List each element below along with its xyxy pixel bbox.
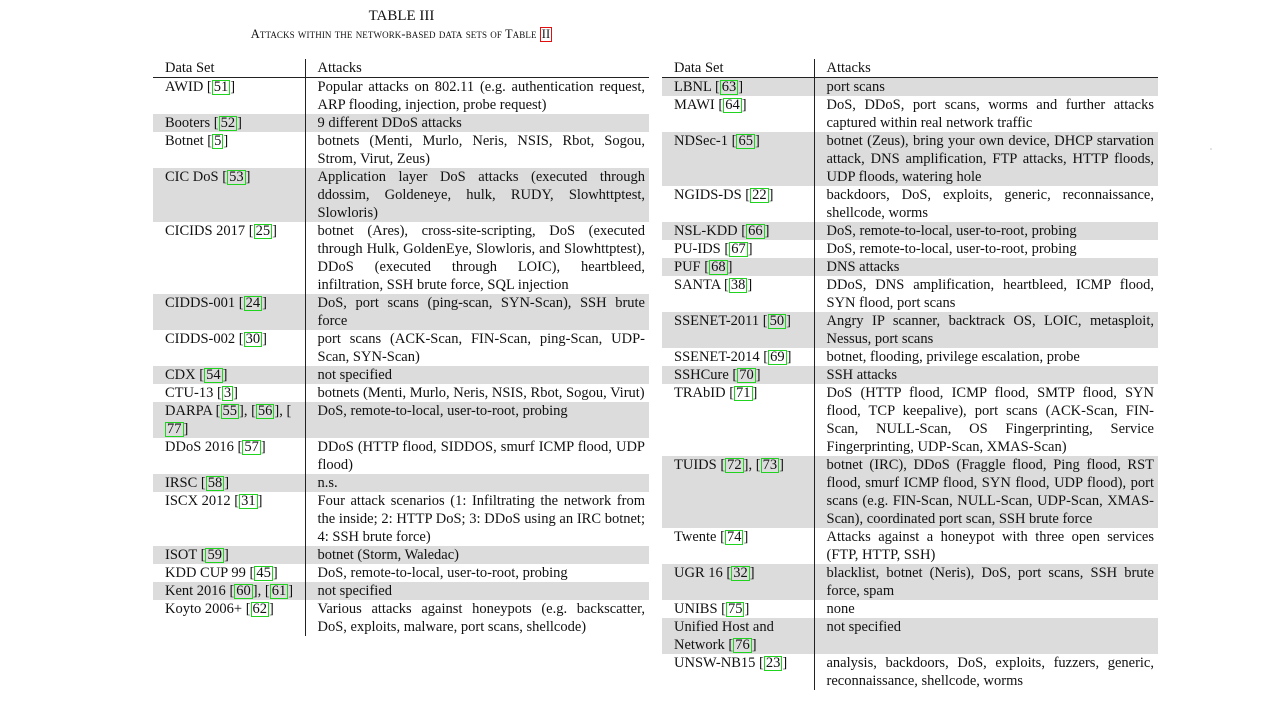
dataset-name: CDX [165,367,196,383]
dataset-cell: CIDDS-001 [ 24 ] [153,294,305,330]
citation-link[interactable]: 52 [220,115,236,131]
citation-link[interactable]: 3 [223,385,232,401]
dataset-cell: KDD CUP 99 [ 45 ] [165,565,278,581]
citation-link[interactable]: 77 [167,421,182,437]
dataset-name: NGIDS-DS [674,187,742,203]
table-row [153,384,649,402]
dataset-name: Kent 2016 [165,583,226,599]
citation-link[interactable]: 53 [229,169,244,185]
attacks-cell: DoS (HTTP flood, ICMP flood, SMTP flood, SYN flood, TCP keepalive), port scans (ACK-Scan, FIN-Scan, NULL-Scan, OS Fingerprinting, Service Fingerprinting, UDP-Scan, XMAS-Scan) [814,384,1158,456]
dataset-name: TUIDS [674,457,717,473]
dataset-cell: LBNL [ 63 ] [662,78,814,97]
table-row [153,564,649,582]
attacks-cell: Angry IP scanner, backtrack OS, LOIC, metasploit, Nessus, port scans [814,312,1158,348]
dataset-cell: Booters [ 52 ] [153,114,305,132]
dataset-cell: SSENET-2011 [ 50 ] [662,312,814,348]
attacks-cell: not specified [305,366,649,384]
citation-link[interactable]: 63 [721,79,737,95]
attacks-cell: analysis, backdoors, DoS, exploits, fuzzers, generic, reconnaissance, shellcode, worms [814,654,1158,690]
citation-link[interactable]: 68 [711,259,726,275]
table-subtitle [150,25,653,43]
dataset-name: MAWI [674,97,715,113]
attacks-cell: port scans (ACK-Scan, FIN-Scan, ping-Scan, UDP-Scan, SYN-Scan) [305,330,649,366]
dataset-name: DDoS 2016 [165,439,234,455]
table-row [153,78,649,115]
attacks-cell: DoS, remote-to-local, user-to-root, probing [814,240,1158,258]
citation-link[interactable]: 70 [739,367,754,383]
citation-link[interactable]: 71 [736,385,751,401]
attacks-cell: DoS, remote-to-local, user-to-root, probing [305,564,649,582]
dataset-name: Booters [165,115,211,131]
dataset-cell: PU-IDS [ 67 ] [674,241,753,257]
dataset-cell: CTU-13 [ 3 ] [165,385,238,401]
table-row [662,348,1158,366]
attacks-cell: port scans [814,78,1158,97]
citation-link[interactable]: 61 [271,583,287,599]
table-row [662,222,1158,240]
attacks-cell: blacklist, botnet (Neris), DoS, port scans, SSH brute force, spam [814,564,1158,600]
dataset-name: SSHCure [674,367,729,383]
citation-link[interactable]: 74 [726,529,742,545]
header-dataset: Data Set [153,59,305,78]
dataset-name: Koyto 2006+ [165,601,243,617]
dataset-cell: NDSec-1 [ 65 ] [662,132,814,186]
citation-link[interactable]: 51 [213,79,229,95]
dataset-name: ISOT [165,547,197,563]
dataset-name: CTU-13 [165,385,214,401]
table-row [662,276,1158,312]
header-attacks: Attacks [814,59,1158,78]
table-row [153,438,649,474]
table-header-row [153,59,649,78]
citation-link[interactable]: 23 [765,655,781,671]
attacks-cell: DoS, port scans (ping-scan, SYN-Scan), SSH brute force [305,294,649,330]
table-row [662,528,1158,564]
dataset-cell: ISOT [ 59 ] [153,546,305,564]
attacks-cell: Attacks against a honeypot with three open services (FTP, HTTP, SSH) [814,528,1158,564]
citation-link[interactable]: 65 [738,133,753,149]
citation-link[interactable]: 54 [206,367,221,383]
attacks-cell: botnet, flooding, privilege escalation, probe [814,348,1158,366]
table-row [153,492,649,546]
dataset-name: KDD CUP 99 [165,565,246,581]
dataset-name: AWID [165,79,204,95]
citation-link[interactable]: 5 [214,133,222,149]
attacks-cell: Various attacks against honeypots (e.g. backscatter, DoS, exploits, malware, port scans, shellcode) [305,600,649,636]
dataset-cell: IRSC [ 58 ] [153,474,305,492]
table-row [662,132,1158,186]
scan-speck [1210,148,1212,150]
dataset-name: LBNL [674,79,712,95]
attacks-cell: SSH attacks [814,366,1158,384]
attacks-cell: backdoors, DoS, exploits, generic, reconnaissance, shellcode, worms [814,186,1158,222]
citation-link[interactable]: 76 [735,637,750,653]
attacks-cell: Application layer DoS attacks (executed through ddossim, Goldeneye, hulk, RUDY, Slowhttptest, Slowloris) [305,168,649,222]
citation-link[interactable]: 57 [244,439,259,455]
dataset-name: Botnet [165,133,204,149]
dataset-cell: CIDDS-002 [ 30 ] [165,331,267,347]
citation-link[interactable]: 62 [252,601,268,617]
dataset-name: CIDDS-001 [165,295,236,311]
dataset-cell: NSL-KDD [ 66 ] [662,222,814,240]
table-row [662,312,1158,348]
dataset-name: CIC DoS [165,169,219,185]
table-row [153,582,649,600]
dataset-name: TRAbID [674,385,726,401]
attacks-cell: none [814,600,1158,618]
citation-link[interactable]: 25 [255,223,271,239]
dataset-name: SSENET-2011 [674,313,760,329]
dataset-cell: NGIDS-DS [ 22 ] [674,187,774,203]
attacks-cell: DoS, DDoS, port scans, worms and further attacks captured within real network traffic [814,96,1158,132]
dataset-name: UNSW-NB15 [674,655,756,671]
attacks-cell: botnets (Menti, Murlo, Neris, NSIS, Rbot, Sogou, Virut) [305,384,649,402]
attacks-cell: DDoS (HTTP flood, SIDDOS, smurf ICMP flood, UDP flood) [305,438,649,474]
attacks-cell: DNS attacks [814,258,1158,276]
attacks-table-left [153,59,649,636]
table-row [662,564,1158,600]
table-row [662,456,1158,528]
citation-link[interactable]: 56 [257,403,273,419]
dataset-cell: SSENET-2014 [ 69 ] [674,349,792,365]
dataset-name: NDSec-1 [674,133,728,149]
attacks-cell: DoS, remote-to-local, user-to-root, probing [305,402,649,438]
dataset-cell: CICIDS 2017 [ 25 ] [165,223,277,239]
table-reference-link[interactable]: II [541,27,551,41]
dataset-name: PUF [674,259,701,275]
dataset-cell: ISCX 2012 [ 31 ] [165,493,263,509]
attacks-cell: not specified [814,618,1158,654]
table-body-right [662,78,1158,691]
table-subtitle-text: Attacks within the network-based data sets of Table [250,27,540,41]
citation-link[interactable]: 69 [770,349,785,365]
table-row [153,168,649,222]
dataset-name: Unified Host and Network [674,619,774,653]
citation-link[interactable]: 59 [207,547,222,563]
citation-link[interactable]: 75 [727,601,743,617]
citation-link[interactable]: 64 [725,97,740,113]
table-row [153,402,649,438]
dataset-name: SSENET-2014 [674,349,760,365]
attacks-cell: botnets (Menti, Murlo, Neris, NSIS, Rbot, Sogou, Strom, Virut, Zeus) [305,132,649,168]
attacks-cell: not specified [305,582,649,600]
citation-link[interactable]: 58 [207,475,223,491]
dataset-cell: TUIDS [ 72 ], [ 73 ] [662,456,814,528]
dataset-cell: CDX [ 54 ] [153,366,305,384]
table-row [153,114,649,132]
dataset-cell: AWID [ 51 ] [165,79,236,95]
header-dataset: Data Set [662,59,814,78]
dataset-name: PU-IDS [674,241,721,257]
dataset-name: NSL-KDD [674,223,738,239]
attacks-cell: n.s. [305,474,649,492]
citation-link[interactable]: 73 [762,457,778,473]
dataset-cell: CIC DoS [ 53 ] [153,168,305,222]
table-row [662,258,1158,276]
dataset-name: IRSC [165,475,198,491]
citation-link[interactable]: 30 [245,331,261,347]
dataset-cell: Kent 2016 [ 60 ], [ 61 ] [153,582,305,600]
table-row [662,96,1158,132]
dataset-name: DARPA [165,403,213,419]
attacks-cell: botnet (IRC), DDoS (Fraggle flood, Ping flood, RST flood, smurf ICMP flood, SYN flood, UDP flood), port scans (e.g. FIN-Scan, NULL-Scan, UDP-Scan, XMAS-Scan), coordinated port scan, SSH brute force [814,456,1158,528]
dataset-cell: Unified Host and Network [ 76 ] [662,618,814,654]
dataset-cell: SANTA [ 38 ] [674,277,753,293]
table-row [153,222,649,294]
table-body-left [153,78,649,637]
citation-link[interactable]: 31 [241,493,256,509]
dataset-cell: UNIBS [ 75 ] [674,601,750,617]
dataset-cell: Twente [ 74 ] [674,529,749,545]
dataset-name: CICIDS 2017 [165,223,246,239]
table-row [153,132,649,168]
citation-link[interactable]: 45 [256,565,271,581]
table-row [153,330,649,366]
dataset-name: SANTA [674,277,721,293]
table-row [662,366,1158,384]
dataset-cell: DDoS 2016 [ 57 ] [165,439,266,455]
attacks-cell: 9 different DDoS attacks [305,114,649,132]
citation-link[interactable]: 22 [752,187,767,203]
dataset-cell: SSHCure [ 70 ] [662,366,814,384]
citation-link[interactable]: 67 [731,241,746,257]
table-header-row [662,59,1158,78]
attacks-cell: DDoS, DNS amplification, heartbleed, ICMP flood, SYN flood, port scans [814,276,1158,312]
header-attacks: Attacks [305,59,649,78]
table-row [662,384,1158,456]
dataset-cell: UNSW-NB15 [ 23 ] [674,655,788,671]
dataset-cell: Koyto 2006+ [ 62 ] [165,601,274,617]
attacks-cell: botnet (Ares), cross-site-scripting, DoS (executed through Hulk, GoldenEye, Slowloris, and Slowhttptest), DDoS (executed through LOIC), heartbleed, infiltration, SSH brute force, SQL injection [305,222,649,294]
dataset-name: UGR 16 [674,565,723,581]
dataset-cell: Botnet [ 5 ] [165,133,229,149]
dataset-name: Twente [674,529,717,545]
dataset-cell: UGR 16 [ 32 ] [662,564,814,600]
table-number: TABLE III [368,8,435,24]
citation-link[interactable]: 60 [236,583,251,599]
table-row [662,600,1158,618]
attacks-cell: Four attack scenarios (1: Infiltrating the network from the inside; 2: HTTP DoS; 3: DDoS using an IRC botnet; 4: SSH brute force) [305,492,649,546]
attacks-cell: botnet (Zeus), bring your own device, DHCP starvation attack, DNS amplification, FTP attacks, HTTP floods, UDP floods, watering hole [814,132,1158,186]
citation-link[interactable]: 32 [733,565,748,581]
table-row [153,474,649,492]
table-row [153,600,649,636]
attacks-cell: botnet (Storm, Waledac) [305,546,649,564]
dataset-cell: MAWI [ 64 ] [674,97,747,113]
dataset-name: ISCX 2012 [165,493,231,509]
attacks-table-right [662,59,1158,690]
dataset-name: UNIBS [674,601,718,617]
dataset-cell: PUF [ 68 ] [662,258,814,276]
dataset-cell: DARPA [ 55 ], [ 56 ], [77 ] [153,402,305,438]
table-row [662,654,1158,690]
dataset-cell: TRAbID [ 71 ] [674,385,758,401]
dataset-name: CIDDS-002 [165,331,236,347]
citation-link[interactable]: 24 [245,295,261,311]
table-row [662,240,1158,258]
attacks-cell: DoS, remote-to-local, user-to-root, probing [814,222,1158,240]
table-row [662,618,1158,654]
table-row [153,546,649,564]
citation-link[interactable]: 38 [730,277,746,293]
table-row [153,366,649,384]
citation-link[interactable]: 66 [748,223,763,239]
table-row [662,78,1158,97]
table-row [662,186,1158,222]
attacks-cell: Popular attacks on 802.11 (e.g. authentication request, ARP flooding, injection, probe request) [305,78,649,115]
citation-link[interactable]: 55 [222,403,237,419]
table-caption [150,7,653,43]
citation-link[interactable]: 50 [769,313,785,329]
citation-link[interactable]: 72 [727,457,742,473]
table-row [153,294,649,330]
